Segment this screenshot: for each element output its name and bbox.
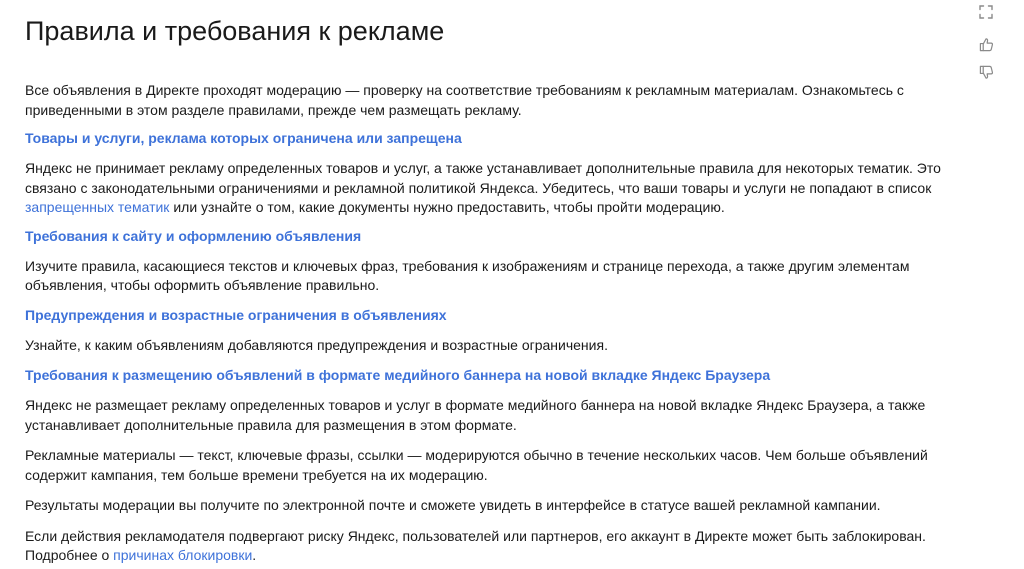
fullscreen-icon[interactable] <box>976 2 996 22</box>
section-link-warnings-age[interactable]: Предупреждения и возрастные ограничения в объявлениях <box>25 306 447 323</box>
article <box>25 0 975 566</box>
section-text-media-banner: Яндекс не размещает рекламу определенных товаров и услуг в формате медийного баннера на новой вкладке Яндекс Браузера, а также устанавливает дополнительные правила для размещения в этом формате. <box>25 397 926 433</box>
section-text-restricted-goods <box>25 159 975 218</box>
moderation-results-paragraph: Результаты модерации вы получите по электронной почте и сможете увидеть в интерфейсе в статусе вашей рекламной кампании. <box>25 497 881 513</box>
section-text-site-requirements: Изучите правила, касающиеся текстов и ключевых фраз, требования к изображениям и странице перехода, а также другим элементам объявления, чтобы оформить объявление правильно. <box>25 257 910 293</box>
section-link-restricted-goods[interactable]: Товары и услуги, реклама которых ограничена или запрещена <box>25 130 462 146</box>
thumbs-down-icon[interactable] <box>976 62 996 82</box>
forbidden-topics-link[interactable]: запрещенных тематик <box>25 199 170 215</box>
thumbs-up-icon[interactable] <box>976 34 996 54</box>
text-segment: Яндекс не принимает рекламу определенных товаров и услуг, а также устанавливает дополнительные правила для некоторых тематик. Это связано с законодательными ограничениями и рекламной политикой Яндекса. Убедитесь, что ваши товары и услуги не попадают в список <box>25 160 941 196</box>
page-title: Правила и требования к рекламе <box>25 16 445 46</box>
text-segment: или узнайте о том, какие документы нужно предоставить, чтобы пройти модерацию. <box>169 199 725 215</box>
section-link-site-requirements[interactable]: Требования к сайту и оформлению объявления <box>25 227 362 244</box>
blocking-paragraph <box>25 527 975 566</box>
section-text-warnings-age: Узнайте, к каким объявлениям добавляются предупреждения и возрастные ограничения. <box>25 336 608 353</box>
intro-paragraph: Все объявления в Директе проходят модерацию — проверку на соответствие требованиям к рекламным материалам. Ознакомьтесь с приведенными в этом разделе правилами, прежде чем размещать рекламу. <box>25 82 904 118</box>
text-segment: Если действия рекламодателя подвергают риску Яндекс, пользователей или партнеров, его аккаунт в Директе может быть заблокирован. Подробнее о <box>25 527 926 563</box>
text-segment: . <box>252 547 257 563</box>
moderation-time-paragraph: Рекламные материалы — текст, ключевые фразы, ссылки — модерируются обычно в течение нескольких часов. Чем больше объявлений содержит кампания, тем больше времени требуется на их модерацию. <box>25 447 928 483</box>
section-link-media-banner[interactable]: Требования к размещению объявлений в формате медийного баннера на новой вкладке Яндекс Браузера <box>25 367 771 383</box>
blocking-reasons-link[interactable]: причинах блокировки <box>113 547 253 563</box>
